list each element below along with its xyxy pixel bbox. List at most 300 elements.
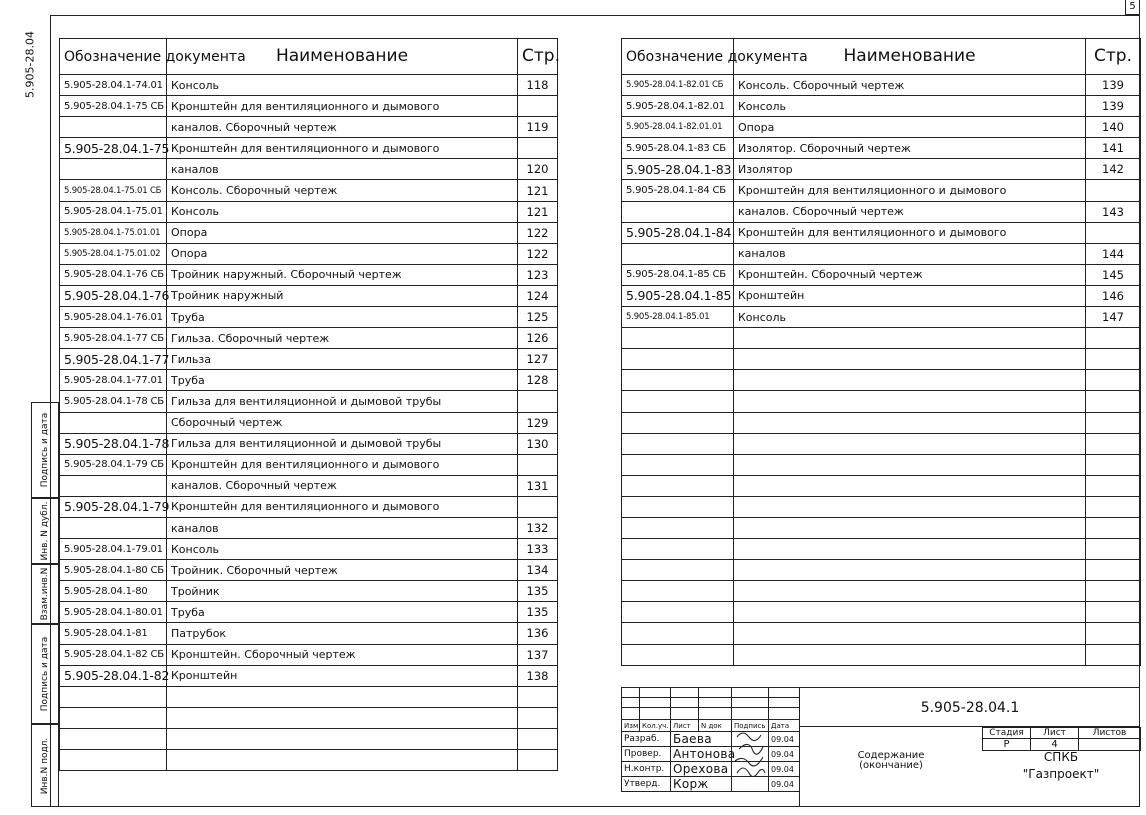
row-page-number: 120: [518, 159, 558, 180]
row-page-number: 137: [518, 644, 558, 665]
row-document-code: 5.905-28.04.1-76.01: [60, 307, 167, 328]
table-row: [622, 349, 1141, 370]
table-row: [60, 496, 558, 517]
row-document-code: [622, 391, 734, 412]
stamp-header-ndoc: N док: [699, 720, 732, 732]
row-document-code: 5.905-28.04.1-75.01.02: [60, 243, 167, 264]
row-document-code: 5.905-28.04.1-82 СБ: [60, 644, 167, 665]
header-page: Стр.: [1086, 39, 1141, 75]
row-page-number: [1086, 539, 1141, 560]
row-document-code: 5.905-28.04.1-75.01.01: [60, 222, 167, 243]
side-label-inv-orig: Инв.N подл.: [40, 737, 50, 794]
stamp-header-izm: Изм.: [622, 720, 640, 732]
side-document-code: [18, 18, 40, 118]
stamp-role: Н.контр.: [622, 762, 671, 777]
row-item-name: [734, 517, 1086, 538]
row-item-name: каналов. Сборочный чертеж: [734, 201, 1086, 222]
table-row: [60, 349, 558, 370]
row-document-code: [60, 412, 167, 433]
row-item-name: каналов. Сборочный чертеж: [167, 475, 518, 496]
table-row: [60, 539, 558, 560]
row-document-code: [622, 201, 734, 222]
row-page-number: 133: [518, 539, 558, 560]
table-row: [622, 307, 1141, 328]
row-item-name: Кронштейн для вентиляционного и дымового: [734, 180, 1086, 201]
table-row: [622, 328, 1141, 349]
table-row: [622, 96, 1141, 117]
side-label-replace-inv: Взам.инв.N: [40, 567, 50, 621]
table-row: [60, 243, 558, 264]
row-document-code: 5.905-28.04.1-84 СБ: [622, 180, 734, 201]
stamp-header-kol: Кол.уч.: [640, 720, 671, 732]
row-page-number: 122: [518, 222, 558, 243]
stamp-date: 09.04: [769, 732, 800, 747]
row-document-code: [622, 370, 734, 391]
row-page-number: [1086, 517, 1141, 538]
row-document-code: [60, 517, 167, 538]
row-document-code: [622, 433, 734, 454]
stamp-role: Утверд.: [622, 777, 671, 792]
row-page-number: [518, 686, 558, 707]
table-row: [60, 581, 558, 602]
row-document-code: [622, 243, 734, 264]
row-item-name: [167, 686, 518, 707]
row-item-name: [734, 433, 1086, 454]
row-item-name: Тройник наружный. Сборочный чертеж: [167, 264, 518, 285]
row-item-name: Кронштейн. Сборочный чертеж: [167, 644, 518, 665]
table-row: [622, 75, 1141, 96]
table-row: [622, 644, 1141, 665]
table-row: [622, 475, 1141, 496]
side-replace-inv: [31, 564, 59, 624]
table-row: [60, 686, 558, 707]
row-page-number: 122: [518, 243, 558, 264]
row-document-code: 5.905-28.04.1-82: [60, 665, 167, 686]
row-document-code: 5.905-28.04.1-82.01.01: [622, 117, 734, 138]
row-document-code: [60, 750, 167, 771]
stamp-designation-box: [799, 687, 1140, 727]
stamp-person-name: Баева: [671, 732, 732, 747]
row-item-name: Тройник наружный: [167, 285, 518, 306]
row-item-name: Опора: [734, 117, 1086, 138]
table-row: [60, 412, 558, 433]
row-item-name: [734, 391, 1086, 412]
table-row: [622, 370, 1141, 391]
table-row: [60, 707, 558, 728]
stamp-title-box: [799, 727, 982, 807]
table-row: [60, 454, 558, 475]
row-document-code: 5.905-28.04.1-79.01: [60, 539, 167, 560]
table-row: [622, 560, 1141, 581]
row-page-number: [1086, 222, 1141, 243]
row-page-number: [518, 728, 558, 749]
row-document-code: [60, 117, 167, 138]
row-document-code: 5.905-28.04.1-82.01 СБ: [622, 75, 734, 96]
stamp-stage-table: [982, 727, 1141, 751]
table-row: [622, 602, 1141, 623]
stamp-signatures: [621, 687, 800, 792]
row-item-name: [734, 475, 1086, 496]
row-item-name: [167, 707, 518, 728]
row-item-name: Кронштейн для вентиляционного и дымового: [167, 96, 518, 117]
stamp-date: 09.04: [769, 777, 800, 792]
row-item-name: Гильза: [167, 349, 518, 370]
stamp-org-line1: СПКБ: [1043, 750, 1079, 764]
row-document-code: 5.905-28.04.1-84: [622, 222, 734, 243]
row-page-number: 134: [518, 560, 558, 581]
row-page-number: [1086, 433, 1141, 454]
table-row: [60, 75, 558, 96]
row-page-number: 132: [518, 517, 558, 538]
row-item-name: [734, 496, 1086, 517]
table-row: [60, 750, 558, 771]
stamp-person-name: Корж: [671, 777, 732, 792]
table-row: [622, 222, 1141, 243]
table-row: [622, 264, 1141, 285]
table-row: [60, 560, 558, 581]
row-document-code: 5.905-28.04.1-77: [60, 349, 167, 370]
table-row: [60, 517, 558, 538]
row-document-code: [622, 602, 734, 623]
row-page-number: 128: [518, 370, 558, 391]
row-item-name: каналов. Сборочный чертеж: [167, 117, 518, 138]
row-document-code: 5.905-28.04.1-85 СБ: [622, 264, 734, 285]
row-document-code: 5.905-28.04.1-75.01: [60, 201, 167, 222]
table-row: [60, 117, 558, 138]
row-item-name: Гильза для вентиляционной и дымовой трубы: [167, 391, 518, 412]
row-item-name: [167, 728, 518, 749]
row-item-name: Изолятор. Сборочный чертеж: [734, 138, 1086, 159]
row-item-name: Опора: [167, 243, 518, 264]
row-item-name: каналов: [167, 159, 518, 180]
table-row: [622, 623, 1141, 644]
row-page-number: 125: [518, 307, 558, 328]
row-item-name: [734, 328, 1086, 349]
row-item-name: [734, 539, 1086, 560]
row-item-name: Кронштейн. Сборочный чертеж: [734, 264, 1086, 285]
row-page-number: 130: [518, 433, 558, 454]
row-document-code: 5.905-28.04.1-75 СБ: [60, 96, 167, 117]
stamp-header-sign: Подпись: [732, 720, 769, 732]
row-document-code: [622, 581, 734, 602]
row-page-number: [518, 750, 558, 771]
table-row: [622, 138, 1141, 159]
row-item-name: Кронштейн для вентиляционного и дымового: [734, 222, 1086, 243]
table-row: [60, 307, 558, 328]
table-row: [60, 222, 558, 243]
table-row: [60, 644, 558, 665]
table-row: [60, 138, 558, 159]
row-page-number: 136: [518, 623, 558, 644]
table-row: [60, 159, 558, 180]
row-item-name: [734, 412, 1086, 433]
row-document-code: [622, 349, 734, 370]
row-item-name: [734, 602, 1086, 623]
contents-table-left: [59, 38, 558, 771]
row-document-code: 5.905-28.04.1-83: [622, 159, 734, 180]
row-document-code: 5.905-28.04.1-74.01: [60, 75, 167, 96]
row-page-number: [1086, 328, 1141, 349]
row-page-number: [1086, 180, 1141, 201]
row-page-number: [1086, 454, 1141, 475]
table-row: [60, 475, 558, 496]
stamp-org-line2: "Газпроект": [1022, 767, 1100, 781]
row-item-name: [734, 454, 1086, 475]
table-row: [60, 264, 558, 285]
row-item-name: Кронштейн для вентиляционного и дымового: [167, 496, 518, 517]
side-sign-date-1: [31, 402, 59, 498]
stamp-role: Провер.: [622, 747, 671, 762]
row-item-name: Гильза для вентиляционной и дымовой трубы: [167, 433, 518, 454]
row-document-code: 5.905-28.04.1-77 СБ: [60, 328, 167, 349]
side-label-sign-date-2: Подпись и дата: [40, 636, 50, 712]
contents-table-right: [621, 38, 1141, 666]
row-item-name: [167, 750, 518, 771]
table-row: [60, 391, 558, 412]
row-item-name: Труба: [167, 307, 518, 328]
row-page-number: 118: [518, 75, 558, 96]
side-label-inv-dup: Инв. N дубл.: [40, 501, 50, 561]
table-row: [622, 412, 1141, 433]
side-document-code-text: 5.905-28.04: [23, 31, 37, 98]
row-page-number: 140: [1086, 117, 1141, 138]
row-document-code: [622, 475, 734, 496]
row-document-code: [622, 644, 734, 665]
row-item-name: Кронштейн для вентиляционного и дымового: [167, 138, 518, 159]
row-item-name: каналов: [167, 517, 518, 538]
table-row: [622, 243, 1141, 264]
row-page-number: 121: [518, 201, 558, 222]
row-page-number: 126: [518, 328, 558, 349]
stamp-organization: [982, 749, 1140, 783]
row-page-number: [518, 707, 558, 728]
row-item-name: Сборочный чертеж: [167, 412, 518, 433]
table-row: [622, 581, 1141, 602]
header-name: Наименование: [167, 39, 518, 75]
row-page-number: [518, 391, 558, 412]
row-document-code: [60, 159, 167, 180]
row-item-name: Консоль: [167, 539, 518, 560]
table-row: [60, 665, 558, 686]
row-document-code: 5.905-28.04.1-80: [60, 581, 167, 602]
row-item-name: [734, 370, 1086, 391]
row-page-number: 139: [1086, 96, 1141, 117]
side-inv-orig: [31, 724, 59, 807]
row-document-code: 5.905-28.04.1-78: [60, 433, 167, 454]
title-block: [621, 687, 1140, 807]
row-page-number: 127: [518, 349, 558, 370]
row-page-number: 129: [518, 412, 558, 433]
row-page-number: [518, 96, 558, 117]
row-page-number: 143: [1086, 201, 1141, 222]
row-item-name: [734, 644, 1086, 665]
row-page-number: [1086, 391, 1141, 412]
row-document-code: 5.905-28.04.1-81: [60, 623, 167, 644]
row-document-code: 5.905-28.04.1-75.01 СБ: [60, 180, 167, 201]
table-row: [622, 517, 1141, 538]
row-document-code: 5.905-28.04.1-76: [60, 285, 167, 306]
row-item-name: Труба: [167, 370, 518, 391]
stamp-sheet-label: Лист: [1031, 728, 1079, 739]
header-document: Обозначение документа: [60, 39, 167, 75]
row-item-name: Консоль: [734, 307, 1086, 328]
table-row: [622, 201, 1141, 222]
row-document-code: 5.905-28.04.1-77.01: [60, 370, 167, 391]
row-document-code: [622, 517, 734, 538]
table-row: [622, 539, 1141, 560]
row-item-name: [734, 581, 1086, 602]
row-document-code: 5.905-28.04.1-83 СБ: [622, 138, 734, 159]
table-row: [60, 328, 558, 349]
row-page-number: 144: [1086, 243, 1141, 264]
row-page-number: [518, 454, 558, 475]
stamp-person-name: Антонова: [671, 747, 732, 762]
row-page-number: 147: [1086, 307, 1141, 328]
row-page-number: [1086, 496, 1141, 517]
row-document-code: [60, 728, 167, 749]
row-page-number: [1086, 581, 1141, 602]
row-item-name: Изолятор: [734, 159, 1086, 180]
table-row: [622, 433, 1141, 454]
row-document-code: 5.905-28.04.1-75: [60, 138, 167, 159]
row-document-code: [60, 475, 167, 496]
row-page-number: 119: [518, 117, 558, 138]
table-row: [60, 285, 558, 306]
stamp-stage-label: Стадия: [983, 728, 1031, 739]
row-item-name: Консоль: [167, 201, 518, 222]
row-document-code: [622, 454, 734, 475]
row-item-name: Опора: [167, 222, 518, 243]
table-row: [622, 159, 1141, 180]
side-label-sign-date-1: Подпись и дата: [40, 412, 50, 488]
table-row: [60, 602, 558, 623]
row-document-code: 5.905-28.04.1-79: [60, 496, 167, 517]
header-page: Стр.: [518, 39, 558, 75]
row-document-code: 5.905-28.04.1-80.01: [60, 602, 167, 623]
stamp-date: 09.04: [769, 747, 800, 762]
table-row: [60, 201, 558, 222]
page-number: 5: [1125, 0, 1140, 15]
row-page-number: [1086, 644, 1141, 665]
table-row: [622, 391, 1141, 412]
stamp-person-name: Орехова: [671, 762, 732, 777]
table-row: [60, 180, 558, 201]
row-page-number: 141: [1086, 138, 1141, 159]
row-document-code: [622, 539, 734, 560]
row-item-name: Консоль: [734, 96, 1086, 117]
row-item-name: [734, 623, 1086, 644]
table-row: [60, 370, 558, 391]
row-document-code: [622, 623, 734, 644]
row-document-code: 5.905-28.04.1-76 СБ: [60, 264, 167, 285]
row-item-name: Кронштейн для вентиляционного и дымового: [167, 454, 518, 475]
row-page-number: [1086, 370, 1141, 391]
row-document-code: [60, 686, 167, 707]
row-item-name: Кронштейн: [167, 665, 518, 686]
table-row: [60, 623, 558, 644]
row-page-number: 139: [1086, 75, 1141, 96]
row-item-name: Тройник: [167, 581, 518, 602]
row-item-name: Консоль. Сборочный чертеж: [167, 180, 518, 201]
header-document: Обозначение документа: [622, 39, 734, 75]
row-page-number: [1086, 623, 1141, 644]
stamp-header-list: Лист: [671, 720, 699, 732]
row-document-code: [622, 496, 734, 517]
stamp-title-line1: Содержание: [857, 750, 925, 761]
row-page-number: [1086, 560, 1141, 581]
row-page-number: 138: [518, 665, 558, 686]
row-document-code: 5.905-28.04.1-82.01: [622, 96, 734, 117]
side-inv-dup: [31, 498, 59, 564]
row-page-number: 123: [518, 264, 558, 285]
row-page-number: 146: [1086, 285, 1141, 306]
row-page-number: 124: [518, 285, 558, 306]
row-item-name: Консоль: [167, 75, 518, 96]
row-document-code: [60, 707, 167, 728]
row-item-name: Консоль. Сборочный чертеж: [734, 75, 1086, 96]
row-page-number: 121: [518, 180, 558, 201]
row-page-number: [518, 496, 558, 517]
row-page-number: [1086, 412, 1141, 433]
row-document-code: 5.905-28.04.1-79 СБ: [60, 454, 167, 475]
row-page-number: 131: [518, 475, 558, 496]
stamp-role: Разраб.: [622, 732, 671, 747]
stamp-header-date: Дата: [769, 720, 800, 732]
stamp-designation: 5.905-28.04.1: [920, 700, 1020, 716]
row-document-code: [622, 328, 734, 349]
row-item-name: Труба: [167, 602, 518, 623]
row-item-name: Патрубок: [167, 623, 518, 644]
row-document-code: 5.905-28.04.1-80 СБ: [60, 560, 167, 581]
row-page-number: 135: [518, 602, 558, 623]
row-item-name: Кронштейн: [734, 285, 1086, 306]
row-page-number: 145: [1086, 264, 1141, 285]
table-row: [622, 285, 1141, 306]
row-item-name: каналов: [734, 243, 1086, 264]
table-row: [622, 117, 1141, 138]
row-item-name: [734, 560, 1086, 581]
table-row: [60, 728, 558, 749]
signature-scribbles: [733, 727, 771, 783]
table-row: [622, 454, 1141, 475]
row-document-code: 5.905-28.04.1-78 СБ: [60, 391, 167, 412]
row-document-code: 5.905-28.04.1-85.01: [622, 307, 734, 328]
row-page-number: [518, 138, 558, 159]
header-name: Наименование: [734, 39, 1086, 75]
stamp-sheets-label: Листов: [1079, 728, 1141, 739]
row-document-code: 5.905-28.04.1-85: [622, 285, 734, 306]
stamp-stage: Р: [983, 739, 1031, 751]
stamp-title-line2: (окончание): [859, 760, 923, 771]
side-sign-date-2: [31, 624, 59, 724]
table-row: [60, 96, 558, 117]
table-row: [622, 180, 1141, 201]
row-item-name: Тройник. Сборочный чертеж: [167, 560, 518, 581]
stamp-date: 09.04: [769, 762, 800, 777]
row-page-number: 142: [1086, 159, 1141, 180]
table-row: [622, 496, 1141, 517]
row-page-number: [1086, 602, 1141, 623]
row-page-number: [1086, 475, 1141, 496]
stamp-sheet: 4: [1031, 739, 1079, 751]
row-page-number: [1086, 349, 1141, 370]
row-item-name: [734, 349, 1086, 370]
row-document-code: [622, 560, 734, 581]
row-document-code: [622, 412, 734, 433]
row-page-number: 135: [518, 581, 558, 602]
table-row: [60, 433, 558, 454]
row-item-name: Гильза. Сборочный чертеж: [167, 328, 518, 349]
